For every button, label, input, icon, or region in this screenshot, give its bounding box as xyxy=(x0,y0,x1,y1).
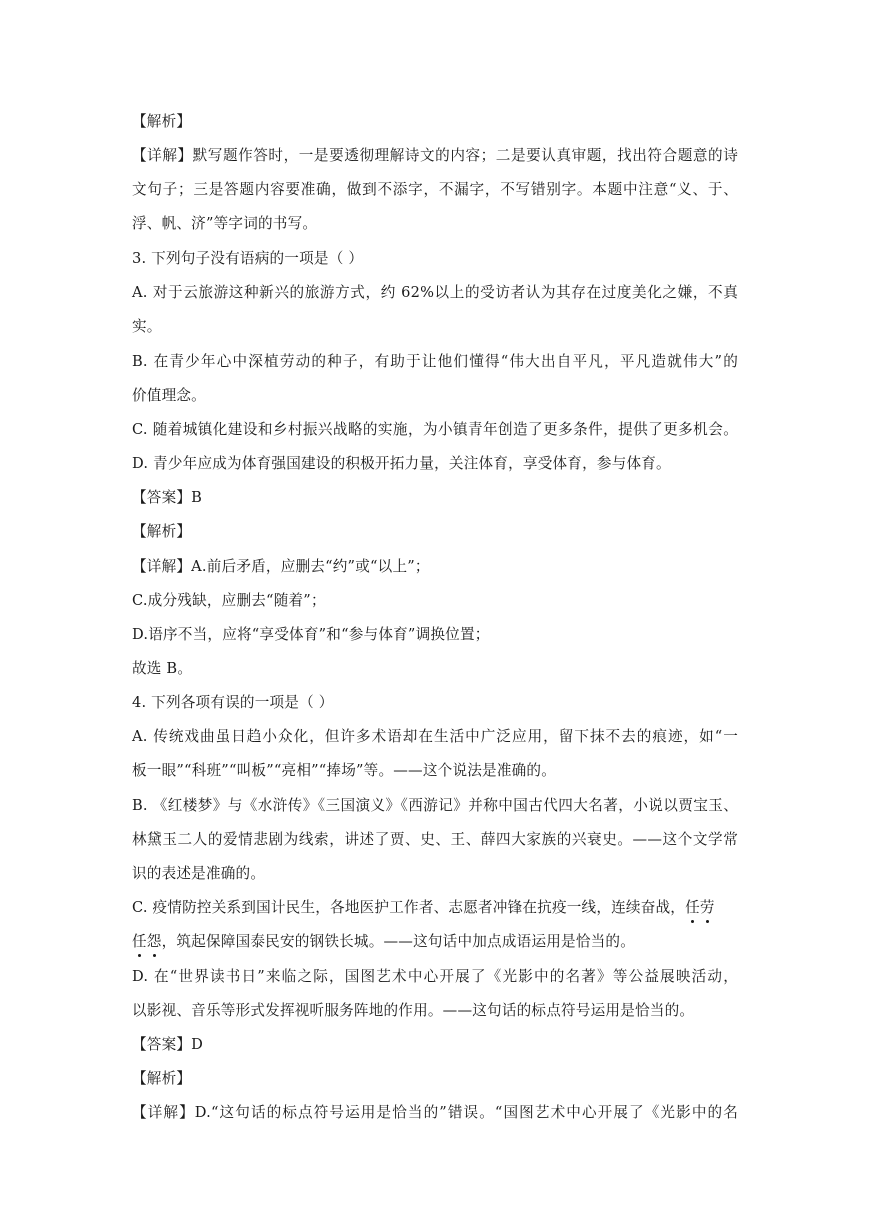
emphasis-dot-char: 劳 xyxy=(699,899,715,916)
explanation-line: 文句子；三是答题内容要准确，做到不添字，不漏字，不写错别字。本题中注意“义、于、 xyxy=(132,181,738,198)
emphasis-dot-char: 任 xyxy=(685,899,700,916)
question-4-option-b: B. 《红楼梦》与《水浒传》《三国演义》《西游记》并称中国古代四大名著，小说以贾宝玉、 xyxy=(132,797,738,814)
question-4-option-d: D. 在“世界读书日”来临之际，国图艺术中心开展了《光影中的名著》等公益展映活动， xyxy=(132,968,738,985)
answer-line: 【答案】B xyxy=(132,489,203,506)
question-3-option-a-cont: 实。 xyxy=(132,318,162,335)
option-c-text-cont: ，筑起保障国泰民安的钢铁长城。——这句话中加点成语运用是恰当的。 xyxy=(161,933,635,950)
question-4-option-a-cont: 板一眼”“科班”“叫板”“亮相”“捧场”等。——这个说法是准确的。 xyxy=(132,762,556,779)
explanation-line: 【详解】默写题作答时，一是要透彻理解诗文的内容；二是要认真审题，找出符合题意的诗 xyxy=(132,147,738,164)
explanation-line: D.语序不当，应将“享受体育”和“参与体育”调换位置； xyxy=(132,626,490,643)
question-4-option-c-cont xyxy=(132,932,635,952)
explanation-line: 【详解】D.“这句话的标点符号运用是恰当的”错误。“国图艺术中心开展了《光影中的名 xyxy=(132,1104,738,1121)
question-3-option-b-cont: 价值理念。 xyxy=(132,387,206,404)
question-3-stem: 3. 下列句子没有语病的一项是（ ） xyxy=(132,250,364,267)
analysis-heading: 【解析】 xyxy=(132,523,192,540)
conclusion-line: 故选 B。 xyxy=(132,660,193,677)
question-4-option-b-cont: 林黛玉二人的爱情悲剧为线索，讲述了贾、史、王、薛四大家族的兴衰史。——这个文学常 xyxy=(132,831,738,848)
answer-line: 【答案】D xyxy=(132,1036,204,1053)
question-3-option-c: C. 随着城镇化建设和乡村振兴战略的实施，为小镇青年创造了更多条件，提供了更多机会。 xyxy=(132,421,738,438)
question-4-option-a: A. 传统戏曲虽日趋小众化，但许多术语却在生活中广泛应用，留下抹不去的痕迹，如“一 xyxy=(132,728,738,745)
analysis-heading: 【解析】 xyxy=(132,1070,192,1087)
dotted-idiom-part-1 xyxy=(685,899,715,916)
explanation-line: 【详解】A.前后矛盾，应删去“约”或“以上”； xyxy=(132,558,430,575)
question-3-option-d: D. 青少年应成为体育强国建设的积极开拓力量，关注体育，享受体育，参与体育。 xyxy=(132,455,671,472)
question-3-option-b: B. 在青少年心中深植劳动的种子，有助于让他们懂得“伟大出自平凡，平凡造就伟大”的 xyxy=(132,353,738,370)
question-4-option-c xyxy=(132,898,715,918)
emphasis-dot-char: 任 xyxy=(132,933,147,950)
dotted-chars xyxy=(132,933,162,950)
option-c-text: C. 疫情防控关系到国计民生，各地医护工作者、志愿者冲锋在抗疫一线，连续奋战， xyxy=(132,899,686,916)
analysis-heading: 【解析】 xyxy=(132,113,192,130)
dotted-chars xyxy=(685,899,715,916)
question-4-option-b-cont: 识的表述是准确的。 xyxy=(132,865,266,882)
question-4-option-d-cont: 以影视、音乐等形式发挥视听服务阵地的作用。——这句话的标点符号运用是恰当的。 xyxy=(132,1002,695,1019)
question-4-stem: 4. 下列各项有误的一项是（ ） xyxy=(132,694,334,711)
explanation-line: 浮、帆、济”等字词的书写。 xyxy=(132,215,318,232)
emphasis-dot-char: 怨 xyxy=(146,933,162,950)
explanation-line: C.成分残缺，应删去“随着”； xyxy=(132,592,326,609)
dotted-idiom-part-2 xyxy=(132,933,162,950)
question-3-option-a: A. 对于云旅游这种新兴的旅游方式，约 62%以上的受访者认为其存在过度美化之嫌，不真 xyxy=(132,284,738,301)
